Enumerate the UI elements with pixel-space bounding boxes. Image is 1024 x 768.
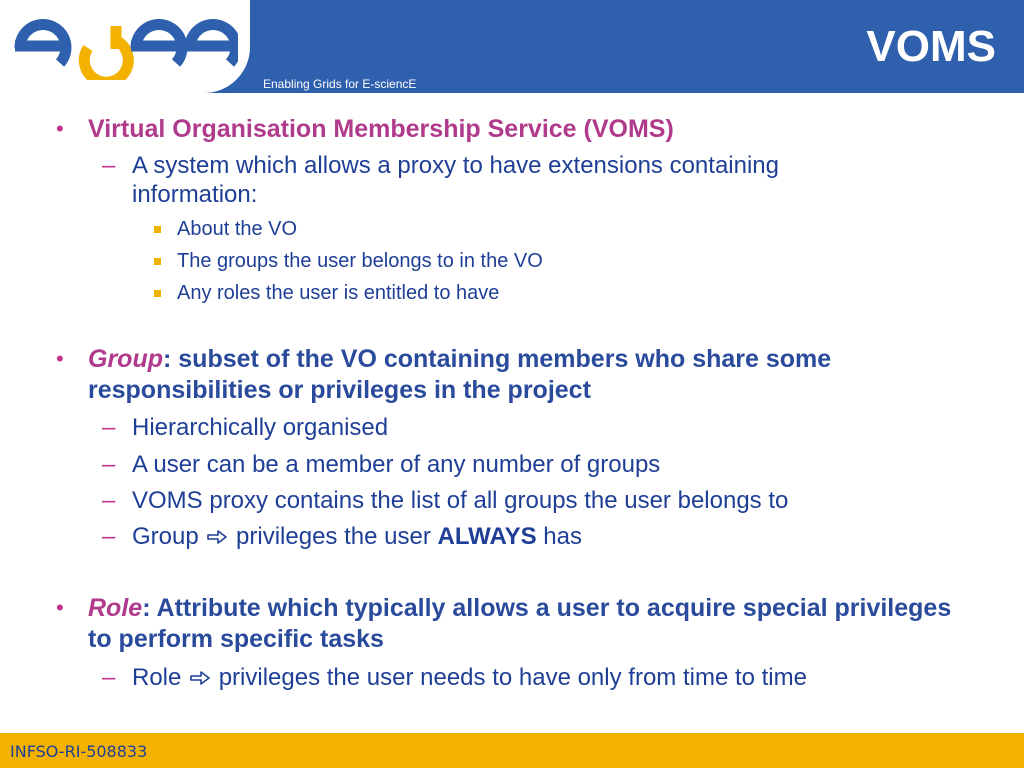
item3-definition: : Attribute which typically allows a user to acquire special privileges to perform specific tasks [88, 594, 952, 653]
item2-sub: A user can be a member of any number of groups [132, 451, 661, 478]
item1-point: About the VO [177, 218, 298, 240]
dash-bullet: – [102, 664, 116, 691]
dash-bullet: – [102, 523, 116, 550]
arrow-right-icon [190, 671, 210, 685]
item2-term: Group [88, 345, 163, 373]
square-bullet [154, 290, 161, 297]
footer-project-id: INFSO-RI-508833 [10, 742, 148, 761]
item3-sub-arrow: Role privileges the user needs to have only from time to time [132, 664, 807, 691]
item3-heading [88, 593, 978, 655]
arrow-right-icon [207, 530, 227, 544]
item2-definition: : subset of the VO containing members who share some responsibilities or privileges in the project [88, 345, 832, 404]
item1-point: Any roles the user is entitled to have [177, 282, 500, 304]
square-bullet [154, 258, 161, 265]
dash-bullet: – [102, 414, 116, 441]
item1-sub: A system which allows a proxy to have extensions containing information: [132, 152, 780, 208]
item2-sub: Hierarchically organised [132, 414, 389, 441]
item2-heading [88, 344, 978, 406]
bullet-dot: • [56, 346, 64, 371]
bullet-dot: • [56, 116, 64, 141]
dash-bullet: – [102, 152, 116, 179]
square-bullet [154, 226, 161, 233]
bullet-dot: • [56, 595, 64, 620]
slide-title: VOMS [866, 22, 996, 71]
item1-heading: Virtual Organisation Membership Service (VOMS) [88, 115, 674, 143]
tagline: Enabling Grids for E-sciencE [263, 77, 417, 91]
item3-term: Role [88, 594, 143, 622]
dash-bullet: – [102, 451, 116, 478]
dash-bullet: – [102, 487, 116, 514]
item2-sub-arrow: Group privileges the user ALWAYS has [132, 523, 582, 550]
footer-bar [0, 733, 1024, 768]
item2-sub: VOMS proxy contains the list of all groups the user belongs to [132, 487, 789, 514]
item1-point: The groups the user belongs to in the VO [177, 250, 543, 272]
